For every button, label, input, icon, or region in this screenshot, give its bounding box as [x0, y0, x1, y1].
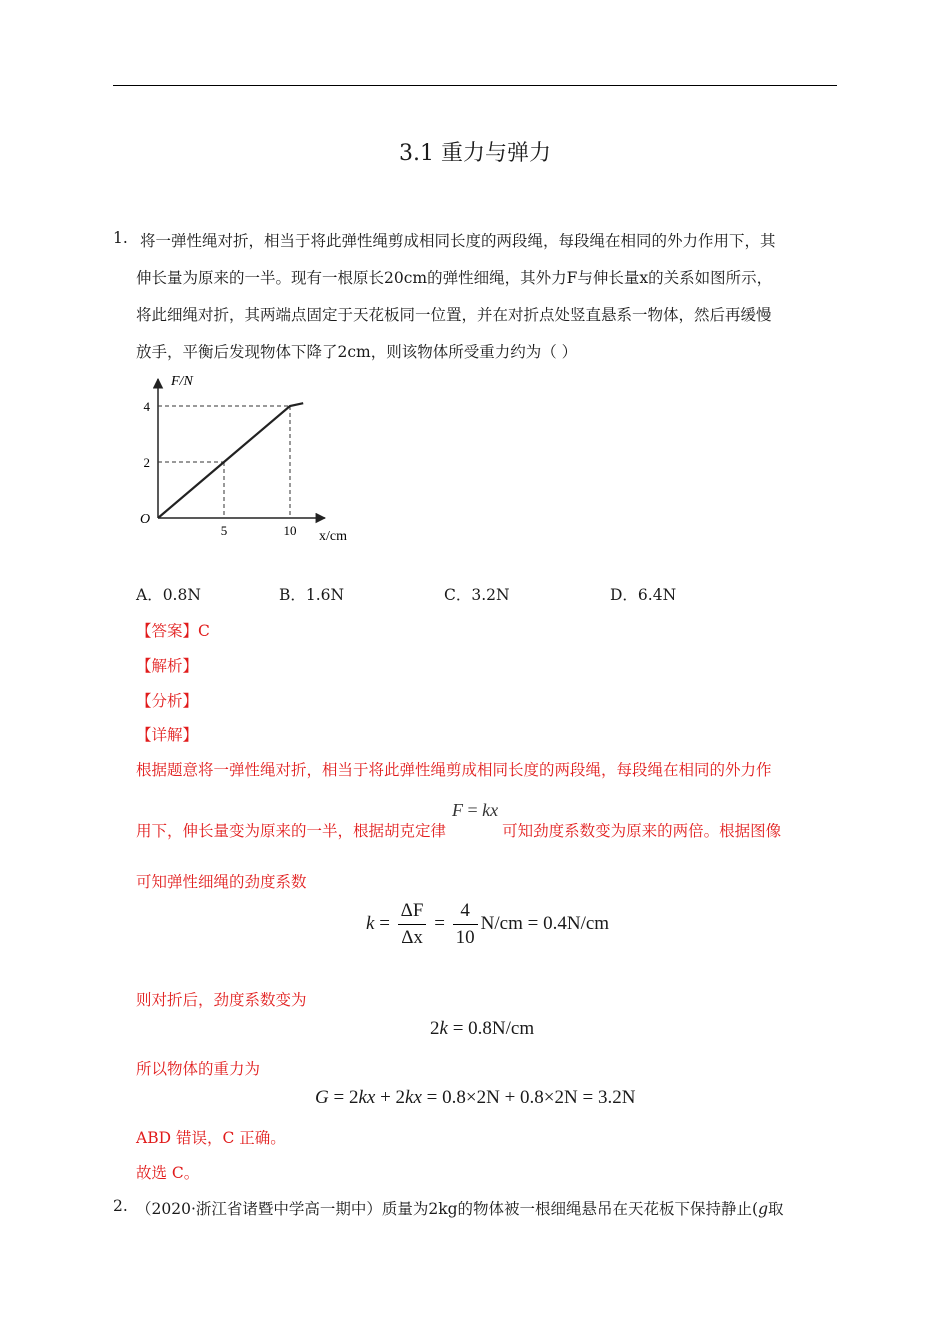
- eq3-g: G: [315, 1087, 329, 1108]
- x-tick-label-1: 5: [220, 523, 228, 538]
- question-1-line-2: 伸长量为原来的一半。现有一根原长20cm的弹性细绳，其外力F与伸长量x的关系如图所示，: [136, 269, 773, 287]
- force-extension-line: [158, 403, 303, 518]
- x-axis-label: x/cm: [319, 529, 347, 544]
- eq3-kx1: kx: [358, 1087, 376, 1108]
- solution-line-7: 故选 C。: [136, 1164, 200, 1182]
- equation-folded-stiffness: [430, 1018, 534, 1040]
- eq2-lead: 2: [430, 1018, 440, 1039]
- option-d[interactable]: D．6.4N: [610, 586, 677, 604]
- hooke-law: [452, 800, 498, 820]
- solution-line-3: 可知弹性细绳的劲度系数: [136, 873, 307, 891]
- eq2-k: k: [439, 1018, 448, 1039]
- eq1-rest: N/cm = 0.4N/cm: [480, 912, 610, 934]
- y-tick-label-1: 2: [143, 455, 150, 470]
- eq1-fraction-1: [398, 898, 427, 951]
- eq1-den2: 10: [455, 927, 475, 948]
- hooke-f: F: [452, 800, 464, 820]
- detail-label: 【详解】: [136, 726, 199, 744]
- solution-line-6: ABD 错误，C 正确。: [136, 1129, 286, 1147]
- question-2-g: g: [758, 1200, 769, 1218]
- question-1-line-1: 将一弹性绳对折，相当于将此弹性绳剪成相同长度的两段绳，每段绳在相同的外力作用下，其: [140, 232, 776, 250]
- header-rule: [113, 85, 837, 86]
- question-2-line-1: [136, 1197, 784, 1219]
- question-2-tail: 取: [768, 1200, 784, 1218]
- solution-line-2: [136, 800, 782, 841]
- option-b[interactable]: B．1.6N: [279, 586, 345, 604]
- question-1-number: 1.: [113, 229, 128, 247]
- solution-line-5: 所以物体的重力为: [136, 1060, 261, 1078]
- eq3-p3: = 0.8×2N + 0.8×2N = 3.2N: [421, 1087, 636, 1108]
- eq1-fraction-2: [453, 898, 478, 951]
- fenxi-label: 【分析】: [136, 692, 199, 710]
- analysis-label: 【解析】: [136, 657, 199, 675]
- eq1-eq2: =: [429, 912, 450, 934]
- eq1-k: k: [366, 912, 375, 934]
- hooke-eq-sign: =: [463, 800, 483, 820]
- eq1-eq: =: [374, 912, 395, 934]
- eq2-rest: = 0.8N/cm: [447, 1018, 535, 1039]
- y-tick-label-2: 4: [143, 399, 150, 414]
- question-2-number: 2.: [113, 1197, 128, 1215]
- option-c[interactable]: C．3.2N: [444, 586, 510, 604]
- solution-line-2a: 用下，伸长量变为原来的一半，根据胡克定律: [136, 822, 447, 840]
- force-extension-chart: [133, 367, 363, 552]
- origin-label: O: [140, 512, 151, 527]
- hooke-kx: kx: [482, 800, 499, 820]
- x-tick-label-2: 10: [283, 523, 297, 538]
- option-a[interactable]: A．0.8N: [136, 586, 201, 604]
- eq3-p1: = 2: [328, 1087, 359, 1108]
- answer-label: 【答案】C: [136, 622, 210, 640]
- eq3-kx2: kx: [405, 1087, 422, 1108]
- question-1-line-4: 放手，平衡后发现物体下降了2cm，则该物体所受重力约为（ ）: [136, 343, 578, 361]
- eq1-den1: Δx: [401, 927, 423, 948]
- equation-stiffness: [366, 898, 609, 951]
- page-title: 3.1 重力与弹力: [399, 141, 551, 166]
- eq1-num1: ΔF: [398, 898, 427, 925]
- solution-line-2b: 可知劲度系数变为原来的两倍。根据图像: [502, 822, 782, 840]
- equation-gravity: [315, 1087, 635, 1109]
- question-2-text: （2020·浙江省诸暨中学高一期中）质量为2kg的物体被一根细绳悬吊在天花板下保持静止(: [136, 1200, 759, 1218]
- solution-line-4: 则对折后，劲度系数变为: [136, 991, 307, 1009]
- question-1-line-3: 将此细绳对折，其两端点固定于天花板同一位置，并在对折点处竖直悬系一物体，然后再缓慢: [136, 306, 772, 324]
- eq1-num2: 4: [453, 898, 478, 925]
- y-axis-label: F/N: [171, 374, 193, 389]
- solution-line-1: 根据题意将一弹性绳对折，相当于将此弹性绳剪成相同长度的两段绳，每段绳在相同的外力作: [136, 761, 772, 779]
- eq3-p2: + 2: [375, 1087, 406, 1108]
